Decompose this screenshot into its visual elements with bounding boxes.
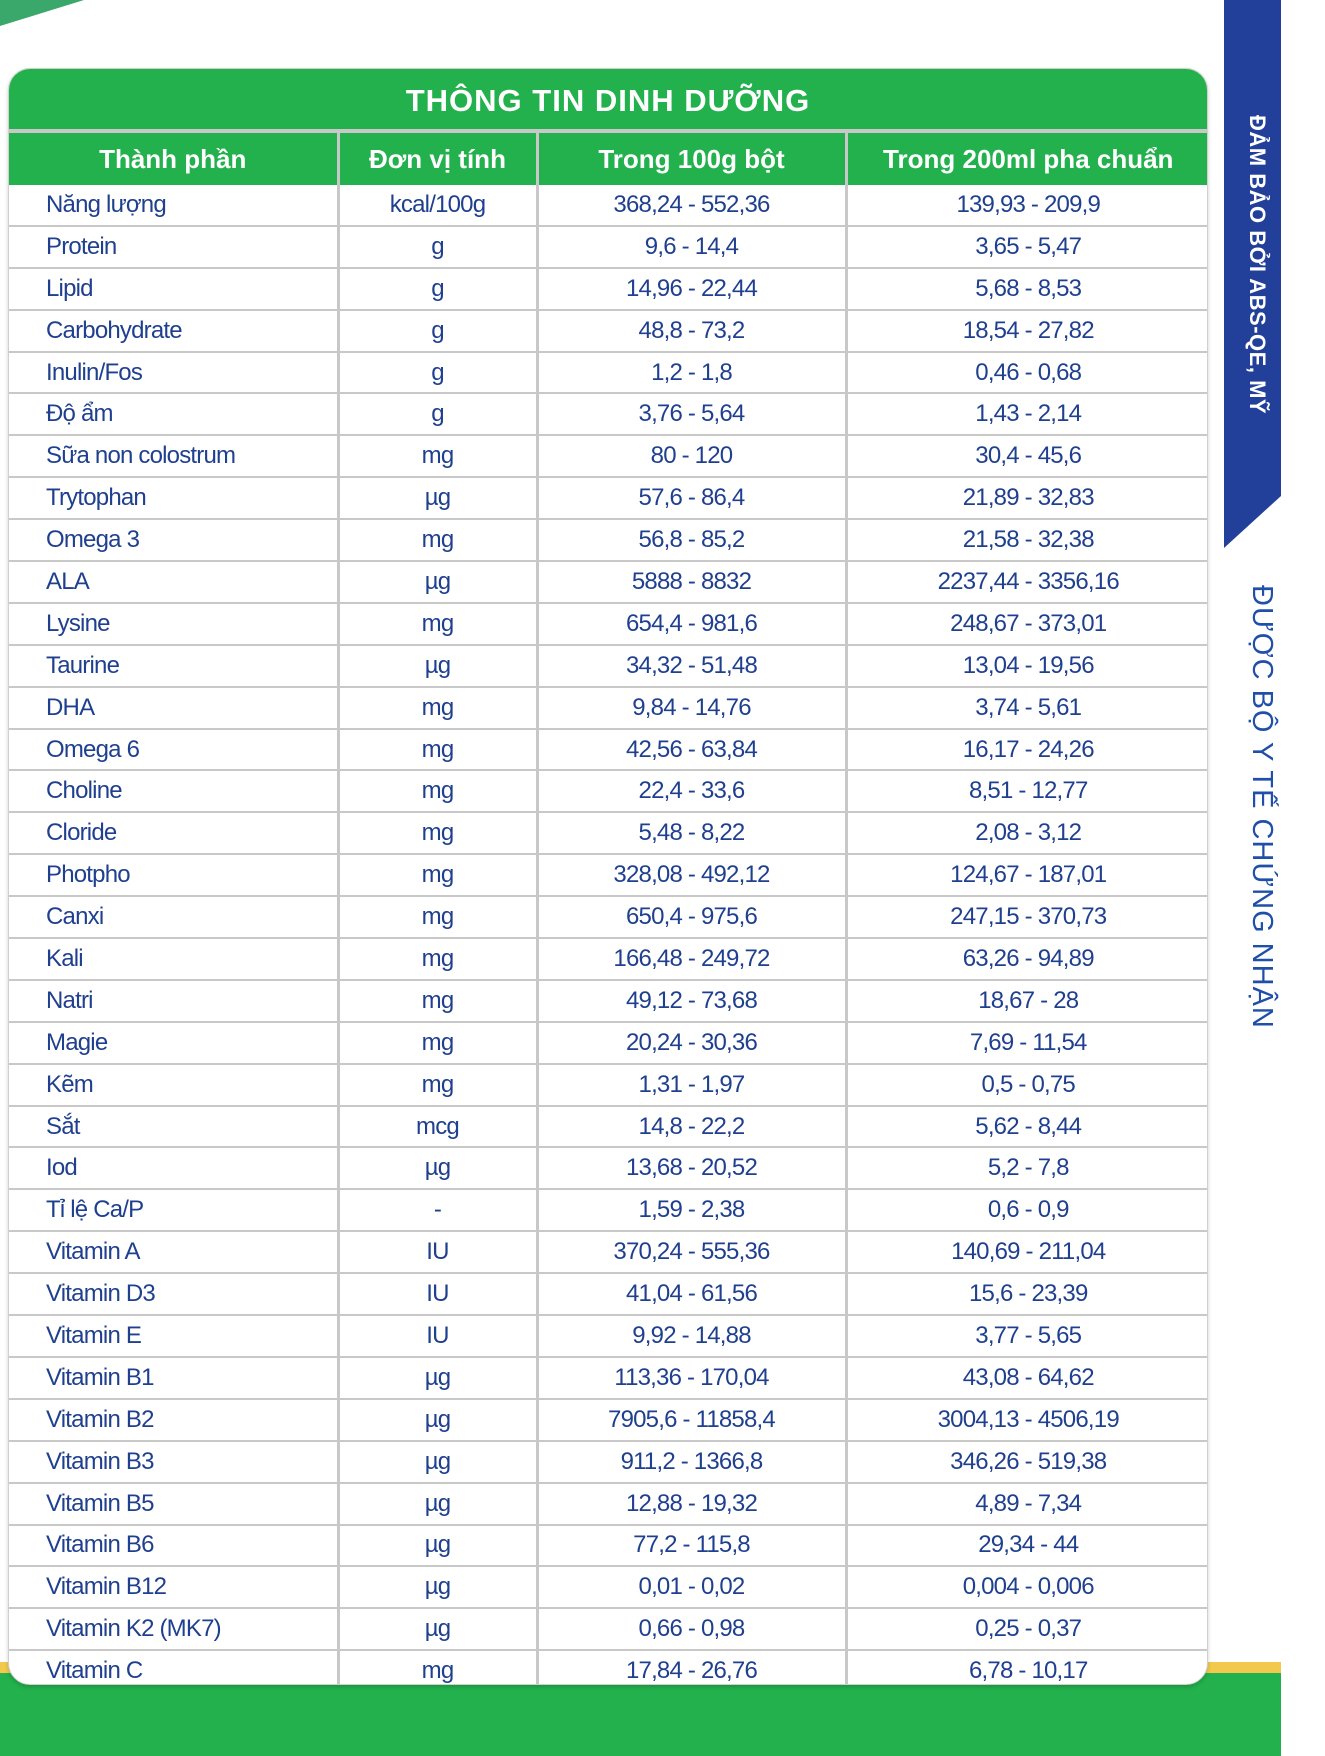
unit-cell: mg: [338, 1022, 537, 1064]
ingredient-cell: Năng lượng: [9, 185, 338, 226]
per-100g-cell: 80 - 120: [537, 435, 846, 477]
ingredient-cell: Cloride: [9, 812, 338, 854]
unit-cell: g: [338, 352, 537, 394]
per-100g-cell: 9,6 - 14,4: [537, 226, 846, 268]
per-200ml-cell: 0,25 - 0,37: [846, 1608, 1208, 1650]
table-row: [9, 1147, 1208, 1189]
per-200ml-cell: 139,93 - 209,9: [846, 185, 1208, 226]
ingredient-cell: Vitamin B2: [9, 1399, 338, 1441]
per-200ml-cell: 0,46 - 0,68: [846, 352, 1208, 394]
table-row: [9, 561, 1208, 603]
ingredient-cell: Vitamin D3: [9, 1273, 338, 1315]
per-200ml-cell: 3004,13 - 4506,19: [846, 1399, 1208, 1441]
unit-cell: g: [338, 310, 537, 352]
table-row: [9, 1399, 1208, 1441]
table-title: THÔNG TIN DINH DƯỠNG: [9, 69, 1207, 133]
per-100g-cell: 328,08 - 492,12: [537, 854, 846, 896]
unit-cell: µg: [338, 561, 537, 603]
table-row: [9, 854, 1208, 896]
per-100g-cell: 166,48 - 249,72: [537, 938, 846, 980]
table-row: [9, 268, 1208, 310]
per-100g-cell: 77,2 - 115,8: [537, 1525, 846, 1567]
per-200ml-cell: 5,68 - 8,53: [846, 268, 1208, 310]
per-100g-cell: 48,8 - 73,2: [537, 310, 846, 352]
unit-cell: g: [338, 393, 537, 435]
per-200ml-cell: 4,89 - 7,34: [846, 1483, 1208, 1525]
table-row: [9, 687, 1208, 729]
ingredient-cell: Omega 3: [9, 519, 338, 561]
per-200ml-cell: 3,65 - 5,47: [846, 226, 1208, 268]
table-row: [9, 645, 1208, 687]
table-row: [9, 1483, 1208, 1525]
unit-cell: IU: [338, 1231, 537, 1273]
unit-cell: µg: [338, 645, 537, 687]
per-200ml-cell: 2237,44 - 3356,16: [846, 561, 1208, 603]
unit-cell: µg: [338, 477, 537, 519]
unit-cell: mg: [338, 812, 537, 854]
per-200ml-cell: 1,43 - 2,14: [846, 393, 1208, 435]
ingredient-cell: Kẽm: [9, 1064, 338, 1106]
unit-cell: mg: [338, 854, 537, 896]
table-row: [9, 1273, 1208, 1315]
table-row: [9, 310, 1208, 352]
per-200ml-cell: 3,77 - 5,65: [846, 1315, 1208, 1357]
per-100g-cell: 9,84 - 14,76: [537, 687, 846, 729]
per-200ml-cell: 21,89 - 32,83: [846, 477, 1208, 519]
ingredient-cell: Vitamin E: [9, 1315, 338, 1357]
ingredient-cell: ALA: [9, 561, 338, 603]
table-row: [9, 435, 1208, 477]
per-100g-cell: 7905,6 - 11858,4: [537, 1399, 846, 1441]
table-header-row: [9, 133, 1208, 185]
unit-cell: mg: [338, 980, 537, 1022]
per-100g-cell: 911,2 - 1366,8: [537, 1441, 846, 1483]
table-row: [9, 1189, 1208, 1231]
ingredient-cell: Protein: [9, 226, 338, 268]
table-row: [9, 352, 1208, 394]
per-200ml-cell: 30,4 - 45,6: [846, 435, 1208, 477]
table-row: [9, 477, 1208, 519]
unit-cell: mg: [338, 1064, 537, 1106]
nutrition-table: [9, 133, 1208, 1685]
per-200ml-cell: 18,67 - 28: [846, 980, 1208, 1022]
ingredient-cell: Natri: [9, 980, 338, 1022]
ingredient-cell: Vitamin B1: [9, 1357, 338, 1399]
unit-cell: µg: [338, 1566, 537, 1608]
unit-cell: mcg: [338, 1106, 537, 1148]
unit-cell: g: [338, 226, 537, 268]
ingredient-cell: Vitamin C: [9, 1650, 338, 1685]
per-200ml-cell: 16,17 - 24,26: [846, 729, 1208, 771]
unit-cell: mg: [338, 519, 537, 561]
unit-cell: mg: [338, 896, 537, 938]
ingredient-cell: Inulin/Fos: [9, 352, 338, 394]
corner-decoration: [0, 0, 84, 26]
unit-cell: µg: [338, 1147, 537, 1189]
unit-cell: kcal/100g: [338, 185, 537, 226]
ingredient-cell: Sữa non colostrum: [9, 435, 338, 477]
unit-cell: IU: [338, 1273, 537, 1315]
table-row: [9, 519, 1208, 561]
header-per-100g: Trong 100g bột: [537, 133, 846, 185]
per-200ml-cell: 0,5 - 0,75: [846, 1064, 1208, 1106]
table-row: [9, 896, 1208, 938]
footer-green-band: [0, 1673, 1281, 1756]
ingredient-cell: Vitamin A: [9, 1231, 338, 1273]
unit-cell: µg: [338, 1357, 537, 1399]
per-100g-cell: 1,2 - 1,8: [537, 352, 846, 394]
table-row: [9, 1231, 1208, 1273]
header-ingredient: Thành phần: [9, 133, 338, 185]
per-100g-cell: 0,01 - 0,02: [537, 1566, 846, 1608]
ingredient-cell: Taurine: [9, 645, 338, 687]
ingredient-cell: Vitamin B12: [9, 1566, 338, 1608]
unit-cell: mg: [338, 729, 537, 771]
table-row: [9, 1357, 1208, 1399]
ingredient-cell: Sắt: [9, 1106, 338, 1148]
per-100g-cell: 5,48 - 8,22: [537, 812, 846, 854]
per-100g-cell: 14,96 - 22,44: [537, 268, 846, 310]
table-row: [9, 1525, 1208, 1567]
per-100g-cell: 20,24 - 30,36: [537, 1022, 846, 1064]
table-row: [9, 1022, 1208, 1064]
unit-cell: mg: [338, 1650, 537, 1685]
table-row: [9, 938, 1208, 980]
ribbon-text: ĐẢM BẢO BỞI ABS-QE, MỸ: [1245, 115, 1270, 415]
unit-cell: mg: [338, 938, 537, 980]
per-200ml-cell: 63,26 - 94,89: [846, 938, 1208, 980]
ingredient-cell: Trytophan: [9, 477, 338, 519]
per-100g-cell: 41,04 - 61,56: [537, 1273, 846, 1315]
unit-cell: mg: [338, 687, 537, 729]
per-100g-cell: 49,12 - 73,68: [537, 980, 846, 1022]
ingredient-cell: Vitamin B5: [9, 1483, 338, 1525]
unit-cell: mg: [338, 770, 537, 812]
per-200ml-cell: 8,51 - 12,77: [846, 770, 1208, 812]
per-100g-cell: 654,4 - 981,6: [537, 603, 846, 645]
table-row: [9, 1650, 1208, 1685]
per-200ml-cell: 247,15 - 370,73: [846, 896, 1208, 938]
table-row: [9, 226, 1208, 268]
ingredient-cell: Iod: [9, 1147, 338, 1189]
per-200ml-cell: 124,67 - 187,01: [846, 854, 1208, 896]
per-200ml-cell: 7,69 - 11,54: [846, 1022, 1208, 1064]
table-row: [9, 603, 1208, 645]
per-200ml-cell: 29,34 - 44: [846, 1525, 1208, 1567]
ingredient-cell: Tỉ lệ Ca/P: [9, 1189, 338, 1231]
per-100g-cell: 3,76 - 5,64: [537, 393, 846, 435]
per-200ml-cell: 5,62 - 8,44: [846, 1106, 1208, 1148]
ingredient-cell: Lipid: [9, 268, 338, 310]
table-row: [9, 1566, 1208, 1608]
unit-cell: µg: [338, 1608, 537, 1650]
ingredient-cell: Vitamin B3: [9, 1441, 338, 1483]
per-200ml-cell: 248,67 - 373,01: [846, 603, 1208, 645]
per-100g-cell: 9,92 - 14,88: [537, 1315, 846, 1357]
per-100g-cell: 113,36 - 170,04: [537, 1357, 846, 1399]
unit-cell: g: [338, 268, 537, 310]
ingredient-cell: Carbohydrate: [9, 310, 338, 352]
per-100g-cell: 1,31 - 1,97: [537, 1064, 846, 1106]
per-100g-cell: 22,4 - 33,6: [537, 770, 846, 812]
per-100g-cell: 14,8 - 22,2: [537, 1106, 846, 1148]
ingredient-cell: Photpho: [9, 854, 338, 896]
unit-cell: mg: [338, 603, 537, 645]
ingredient-cell: Vitamin K2 (MK7): [9, 1608, 338, 1650]
per-200ml-cell: 0,004 - 0,006: [846, 1566, 1208, 1608]
per-200ml-cell: 43,08 - 64,62: [846, 1357, 1208, 1399]
table-row: [9, 812, 1208, 854]
per-100g-cell: 368,24 - 552,36: [537, 185, 846, 226]
per-200ml-cell: 0,6 - 0,9: [846, 1189, 1208, 1231]
per-100g-cell: 0,66 - 0,98: [537, 1608, 846, 1650]
ingredient-cell: Omega 6: [9, 729, 338, 771]
table-row: [9, 185, 1208, 226]
unit-cell: mg: [338, 435, 537, 477]
per-100g-cell: 57,6 - 86,4: [537, 477, 846, 519]
unit-cell: µg: [338, 1399, 537, 1441]
per-100g-cell: 12,88 - 19,32: [537, 1483, 846, 1525]
table-row: [9, 1608, 1208, 1650]
per-200ml-cell: 15,6 - 23,39: [846, 1273, 1208, 1315]
per-200ml-cell: 3,74 - 5,61: [846, 687, 1208, 729]
table-row: [9, 1106, 1208, 1148]
per-100g-cell: 17,84 - 26,76: [537, 1650, 846, 1685]
unit-cell: IU: [338, 1315, 537, 1357]
unit-cell: µg: [338, 1441, 537, 1483]
per-100g-cell: 1,59 - 2,38: [537, 1189, 846, 1231]
unit-cell: µg: [338, 1525, 537, 1567]
per-100g-cell: 34,32 - 51,48: [537, 645, 846, 687]
certification-text: ĐƯỢC BỘ Y TẾ CHỨNG NHẬN: [1246, 585, 1278, 1029]
per-200ml-cell: 5,2 - 7,8: [846, 1147, 1208, 1189]
ingredient-cell: Canxi: [9, 896, 338, 938]
per-200ml-cell: 6,78 - 10,17: [969, 1657, 1088, 1685]
per-100g-cell: 56,8 - 85,2: [537, 519, 846, 561]
table-row: [9, 980, 1208, 1022]
ingredient-cell: DHA: [9, 687, 338, 729]
ingredient-cell: Magie: [9, 1022, 338, 1064]
table-row: [9, 1064, 1208, 1106]
table-row: [9, 1315, 1208, 1357]
per-100g-cell: 42,56 - 63,84: [537, 729, 846, 771]
per-100g-cell: 650,4 - 975,6: [537, 896, 846, 938]
header-unit: Đơn vị tính: [338, 133, 537, 185]
ingredient-cell: Vitamin B6: [9, 1525, 338, 1567]
per-100g-cell: 5888 - 8832: [537, 561, 846, 603]
per-200ml-cell: 18,54 - 27,82: [846, 310, 1208, 352]
nutrition-table-card: [8, 68, 1208, 1685]
per-100g-cell: 370,24 - 555,36: [537, 1231, 846, 1273]
ingredient-cell: Lysine: [9, 603, 338, 645]
per-100g-cell: 13,68 - 20,52: [537, 1147, 846, 1189]
table-row: [9, 729, 1208, 771]
ingredient-cell: Choline: [9, 770, 338, 812]
header-per-200ml: Trong 200ml pha chuẩn: [846, 133, 1208, 185]
table-row: [9, 1441, 1208, 1483]
table-row: [9, 770, 1208, 812]
table-row: [9, 393, 1208, 435]
per-200ml-cell: 21,58 - 32,38: [846, 519, 1208, 561]
per-200ml-cell: 13,04 - 19,56: [846, 645, 1208, 687]
unit-cell: -: [338, 1189, 537, 1231]
ingredient-cell: Độ ẩm: [9, 393, 338, 435]
per-200ml-cell: 2,08 - 3,12: [846, 812, 1208, 854]
per-200ml-cell: 346,26 - 519,38: [846, 1441, 1208, 1483]
unit-cell: µg: [338, 1483, 537, 1525]
ingredient-cell: Kali: [9, 938, 338, 980]
per-200ml-cell: 140,69 - 211,04: [846, 1231, 1208, 1273]
